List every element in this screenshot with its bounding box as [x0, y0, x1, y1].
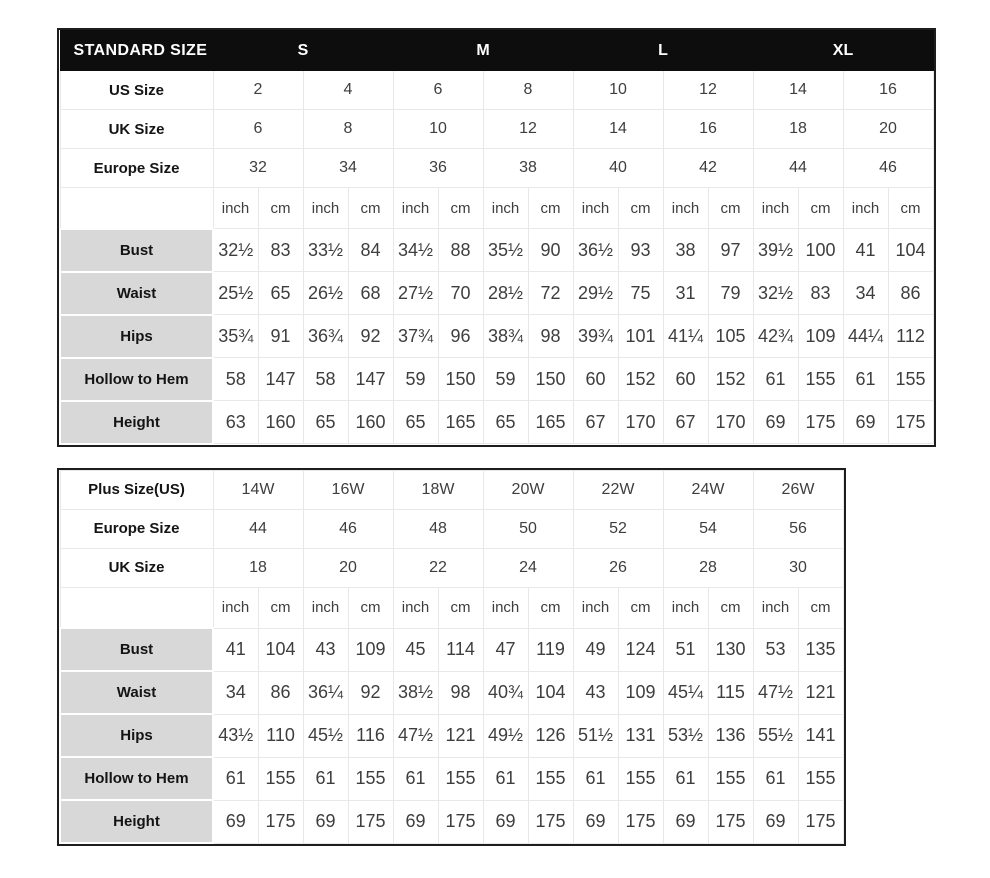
row-label: Europe Size	[60, 509, 213, 548]
measure-value-cell: 93	[618, 229, 663, 272]
measure-value-cell: 96	[438, 315, 483, 358]
size-value-cell: 26	[573, 548, 663, 587]
measure-value-cell: 59	[393, 358, 438, 401]
size-value-cell: 22	[393, 548, 483, 587]
measure-value-cell: 155	[528, 757, 573, 800]
measure-value-cell: 175	[348, 800, 393, 843]
measure-value-cell: 47½	[393, 714, 438, 757]
measure-value-cell: 112	[888, 315, 933, 358]
size-value-cell: 46	[843, 149, 933, 188]
measure-value-cell: 160	[258, 401, 303, 444]
table-row	[60, 229, 933, 272]
measure-value-cell: 61	[483, 757, 528, 800]
measure-value-cell: 61	[393, 757, 438, 800]
measure-value-cell: 53	[753, 628, 798, 671]
measure-value-cell: 100	[798, 229, 843, 272]
measure-value-cell: 61	[843, 358, 888, 401]
measure-value-cell: 104	[258, 628, 303, 671]
row-label: Height	[60, 401, 213, 444]
size-value-cell: 22W	[573, 470, 663, 509]
measure-value-cell: 31	[663, 272, 708, 315]
size-value-cell: 24	[483, 548, 573, 587]
measure-value-cell: 135	[798, 628, 843, 671]
measure-value-cell: 61	[663, 757, 708, 800]
size-value-cell: 10	[393, 110, 483, 149]
unit-label-cm: cm	[348, 188, 393, 229]
measure-value-cell: 45	[393, 628, 438, 671]
unit-label-cm: cm	[708, 587, 753, 628]
unit-label-inch: inch	[483, 188, 528, 229]
row-label: Height	[60, 800, 213, 843]
size-value-cell: 54	[663, 509, 753, 548]
measure-value-cell: 58	[213, 358, 258, 401]
unit-label-cm: cm	[888, 188, 933, 229]
measure-value-cell: 92	[348, 315, 393, 358]
measure-value-cell: 119	[528, 628, 573, 671]
measure-value-cell: 84	[348, 229, 393, 272]
measure-value-cell: 59	[483, 358, 528, 401]
table-row	[60, 548, 843, 587]
measure-value-cell: 121	[798, 671, 843, 714]
size-value-cell: 18	[213, 548, 303, 587]
row-label: Plus Size(US)	[60, 470, 213, 509]
measure-value-cell: 116	[348, 714, 393, 757]
measure-value-cell: 109	[618, 671, 663, 714]
measure-value-cell: 51	[663, 628, 708, 671]
measure-value-cell: 41	[843, 229, 888, 272]
measure-value-cell: 86	[888, 272, 933, 315]
table-row	[60, 800, 843, 843]
table-row	[60, 628, 843, 671]
measure-value-cell: 40¾	[483, 671, 528, 714]
unit-row	[60, 587, 843, 628]
measure-value-cell: 43	[303, 628, 348, 671]
measure-value-cell: 131	[618, 714, 663, 757]
table-row	[60, 149, 933, 188]
unit-label-inch: inch	[393, 188, 438, 229]
measure-value-cell: 150	[438, 358, 483, 401]
size-value-cell: 30	[753, 548, 843, 587]
measure-value-cell: 35¾	[213, 315, 258, 358]
measure-value-cell: 33½	[303, 229, 348, 272]
measure-value-cell: 65	[393, 401, 438, 444]
measure-value-cell: 47½	[753, 671, 798, 714]
measure-value-cell: 175	[258, 800, 303, 843]
size-value-cell: 16	[663, 110, 753, 149]
measure-value-cell: 88	[438, 229, 483, 272]
measure-value-cell: 38¾	[483, 315, 528, 358]
measure-value-cell: 45½	[303, 714, 348, 757]
measure-value-cell: 175	[618, 800, 663, 843]
table-row	[60, 315, 933, 358]
size-group-header: M	[393, 31, 573, 71]
measure-value-cell: 155	[798, 757, 843, 800]
table-row	[60, 272, 933, 315]
measure-value-cell: 27½	[393, 272, 438, 315]
size-value-cell: 44	[213, 509, 303, 548]
measure-value-cell: 147	[258, 358, 303, 401]
measure-value-cell: 45¼	[663, 671, 708, 714]
size-value-cell: 50	[483, 509, 573, 548]
unit-label-inch: inch	[213, 587, 258, 628]
measure-value-cell: 165	[438, 401, 483, 444]
size-value-cell: 8	[483, 71, 573, 110]
row-label: Waist	[60, 272, 213, 315]
measure-value-cell: 38½	[393, 671, 438, 714]
measure-value-cell: 155	[258, 757, 303, 800]
measure-value-cell: 175	[528, 800, 573, 843]
size-value-cell: 20	[303, 548, 393, 587]
measure-value-cell: 69	[213, 800, 258, 843]
measure-value-cell: 61	[753, 757, 798, 800]
size-value-cell: 42	[663, 149, 753, 188]
measure-value-cell: 141	[798, 714, 843, 757]
measure-value-cell: 90	[528, 229, 573, 272]
unit-row	[60, 188, 933, 229]
measure-value-cell: 36¾	[303, 315, 348, 358]
size-value-cell: 18	[753, 110, 843, 149]
measure-value-cell: 92	[348, 671, 393, 714]
measure-value-cell: 34	[843, 272, 888, 315]
row-label: US Size	[60, 71, 213, 110]
measure-value-cell: 124	[618, 628, 663, 671]
table-row	[60, 71, 933, 110]
table-header-row	[60, 31, 933, 71]
measure-value-cell: 79	[708, 272, 753, 315]
measure-value-cell: 49½	[483, 714, 528, 757]
measure-value-cell: 28½	[483, 272, 528, 315]
row-label: UK Size	[60, 548, 213, 587]
measure-value-cell: 136	[708, 714, 753, 757]
unit-label-inch: inch	[573, 188, 618, 229]
measure-value-cell: 91	[258, 315, 303, 358]
size-value-cell: 14	[753, 71, 843, 110]
measure-value-cell: 110	[258, 714, 303, 757]
measure-value-cell: 65	[258, 272, 303, 315]
size-value-cell: 20W	[483, 470, 573, 509]
measure-value-cell: 98	[438, 671, 483, 714]
unit-label-inch: inch	[213, 188, 258, 229]
measure-value-cell: 53½	[663, 714, 708, 757]
measure-value-cell: 69	[753, 401, 798, 444]
unit-label-cm: cm	[258, 587, 303, 628]
measure-value-cell: 152	[618, 358, 663, 401]
measure-value-cell: 65	[483, 401, 528, 444]
measure-value-cell: 51½	[573, 714, 618, 757]
measure-value-cell: 67	[573, 401, 618, 444]
measure-value-cell: 43	[573, 671, 618, 714]
row-label: Hips	[60, 315, 213, 358]
unit-label-inch: inch	[483, 587, 528, 628]
measure-value-cell: 61	[573, 757, 618, 800]
size-value-cell: 2	[213, 71, 303, 110]
measure-value-cell: 97	[708, 229, 753, 272]
measure-value-cell: 32½	[213, 229, 258, 272]
unit-label-inch: inch	[393, 587, 438, 628]
measure-value-cell: 155	[348, 757, 393, 800]
row-label: UK Size	[60, 110, 213, 149]
size-value-cell: 36	[393, 149, 483, 188]
row-label: Hips	[60, 714, 213, 757]
size-value-cell: 14	[573, 110, 663, 149]
measure-value-cell: 39½	[753, 229, 798, 272]
measure-value-cell: 25½	[213, 272, 258, 315]
measure-value-cell: 67	[663, 401, 708, 444]
measure-value-cell: 38	[663, 229, 708, 272]
unit-label-inch: inch	[663, 587, 708, 628]
measure-value-cell: 69	[573, 800, 618, 843]
unit-label-cm: cm	[438, 188, 483, 229]
unit-row-empty-cell	[60, 188, 213, 229]
measure-value-cell: 75	[618, 272, 663, 315]
measure-value-cell: 155	[438, 757, 483, 800]
size-value-cell: 12	[663, 71, 753, 110]
measure-value-cell: 42¾	[753, 315, 798, 358]
row-label: Hollow to Hem	[60, 757, 213, 800]
measure-value-cell: 44¼	[843, 315, 888, 358]
measure-value-cell: 61	[213, 757, 258, 800]
unit-label-cm: cm	[258, 188, 303, 229]
unit-label-cm: cm	[798, 587, 843, 628]
unit-label-inch: inch	[663, 188, 708, 229]
size-value-cell: 44	[753, 149, 843, 188]
row-label: Bust	[60, 229, 213, 272]
measure-value-cell: 69	[483, 800, 528, 843]
table-row	[60, 509, 843, 548]
unit-label-inch: inch	[843, 188, 888, 229]
measure-value-cell: 152	[708, 358, 753, 401]
unit-label-cm: cm	[528, 188, 573, 229]
size-value-cell: 48	[393, 509, 483, 548]
measure-value-cell: 60	[663, 358, 708, 401]
measure-value-cell: 98	[528, 315, 573, 358]
measure-value-cell: 60	[573, 358, 618, 401]
size-value-cell: 32	[213, 149, 303, 188]
measure-value-cell: 34½	[393, 229, 438, 272]
table-row	[60, 110, 933, 149]
measure-value-cell: 109	[798, 315, 843, 358]
measure-value-cell: 61	[303, 757, 348, 800]
measure-value-cell: 86	[258, 671, 303, 714]
measure-value-cell: 39¾	[573, 315, 618, 358]
size-value-cell: 26W	[753, 470, 843, 509]
measure-value-cell: 104	[528, 671, 573, 714]
measure-value-cell: 155	[708, 757, 753, 800]
size-value-cell: 56	[753, 509, 843, 548]
measure-value-cell: 32½	[753, 272, 798, 315]
measure-value-cell: 83	[798, 272, 843, 315]
measure-value-cell: 126	[528, 714, 573, 757]
table-title: STANDARD SIZE	[60, 31, 213, 71]
measure-value-cell: 69	[843, 401, 888, 444]
measure-value-cell: 175	[798, 401, 843, 444]
measure-value-cell: 70	[438, 272, 483, 315]
measure-value-cell: 36½	[573, 229, 618, 272]
size-value-cell: 16W	[303, 470, 393, 509]
row-label: Europe Size	[60, 149, 213, 188]
measure-value-cell: 68	[348, 272, 393, 315]
measure-value-cell: 165	[528, 401, 573, 444]
measure-value-cell: 69	[663, 800, 708, 843]
measure-value-cell: 47	[483, 628, 528, 671]
row-label: Waist	[60, 671, 213, 714]
measure-value-cell: 130	[708, 628, 753, 671]
measure-value-cell: 101	[618, 315, 663, 358]
size-group-header: XL	[753, 31, 933, 71]
plus-size-table	[59, 470, 844, 845]
unit-label-cm: cm	[618, 188, 663, 229]
measure-value-cell: 72	[528, 272, 573, 315]
measure-value-cell: 55½	[753, 714, 798, 757]
size-value-cell: 10	[573, 71, 663, 110]
unit-label-cm: cm	[708, 188, 753, 229]
size-value-cell: 14W	[213, 470, 303, 509]
unit-label-cm: cm	[798, 188, 843, 229]
measure-value-cell: 109	[348, 628, 393, 671]
table-row	[60, 757, 843, 800]
measure-value-cell: 155	[798, 358, 843, 401]
measure-value-cell: 121	[438, 714, 483, 757]
standard-size-table	[59, 30, 934, 445]
measure-value-cell: 155	[618, 757, 663, 800]
size-value-cell: 24W	[663, 470, 753, 509]
measure-value-cell: 175	[888, 401, 933, 444]
measure-value-cell: 104	[888, 229, 933, 272]
size-value-cell: 28	[663, 548, 753, 587]
table-row	[60, 358, 933, 401]
size-value-cell: 6	[393, 71, 483, 110]
size-value-cell: 12	[483, 110, 573, 149]
table-row	[60, 401, 933, 444]
measure-value-cell: 175	[708, 800, 753, 843]
measure-value-cell: 49	[573, 628, 618, 671]
size-value-cell: 52	[573, 509, 663, 548]
measure-value-cell: 35½	[483, 229, 528, 272]
size-value-cell: 38	[483, 149, 573, 188]
measure-value-cell: 114	[438, 628, 483, 671]
measure-value-cell: 41	[213, 628, 258, 671]
measure-value-cell: 36¼	[303, 671, 348, 714]
size-value-cell: 18W	[393, 470, 483, 509]
unit-label-cm: cm	[618, 587, 663, 628]
table-row	[60, 470, 843, 509]
table-row	[60, 714, 843, 757]
measure-value-cell: 29½	[573, 272, 618, 315]
measure-value-cell: 150	[528, 358, 573, 401]
measure-value-cell: 83	[258, 229, 303, 272]
measure-value-cell: 69	[393, 800, 438, 843]
unit-label-inch: inch	[753, 587, 798, 628]
row-label: Hollow to Hem	[60, 358, 213, 401]
measure-value-cell: 63	[213, 401, 258, 444]
size-value-cell: 34	[303, 149, 393, 188]
table-row	[60, 671, 843, 714]
plus-size-table-frame	[57, 468, 846, 847]
size-value-cell: 4	[303, 71, 393, 110]
unit-row-empty-cell	[60, 587, 213, 628]
measure-value-cell: 61	[753, 358, 798, 401]
unit-label-cm: cm	[348, 587, 393, 628]
row-label: Bust	[60, 628, 213, 671]
standard-size-table-frame	[57, 28, 936, 447]
measure-value-cell: 175	[438, 800, 483, 843]
measure-value-cell: 147	[348, 358, 393, 401]
size-group-header: L	[573, 31, 753, 71]
measure-value-cell: 43½	[213, 714, 258, 757]
unit-label-cm: cm	[438, 587, 483, 628]
measure-value-cell: 69	[303, 800, 348, 843]
unit-label-inch: inch	[753, 188, 798, 229]
size-group-header: S	[213, 31, 393, 71]
unit-label-inch: inch	[303, 188, 348, 229]
measure-value-cell: 26½	[303, 272, 348, 315]
measure-value-cell: 170	[708, 401, 753, 444]
measure-value-cell: 37¾	[393, 315, 438, 358]
measure-value-cell: 175	[798, 800, 843, 843]
measure-value-cell: 105	[708, 315, 753, 358]
unit-label-inch: inch	[573, 587, 618, 628]
size-value-cell: 8	[303, 110, 393, 149]
measure-value-cell: 155	[888, 358, 933, 401]
unit-label-cm: cm	[528, 587, 573, 628]
size-value-cell: 20	[843, 110, 933, 149]
measure-value-cell: 41¼	[663, 315, 708, 358]
measure-value-cell: 65	[303, 401, 348, 444]
measure-value-cell: 115	[708, 671, 753, 714]
size-value-cell: 40	[573, 149, 663, 188]
measure-value-cell: 34	[213, 671, 258, 714]
measure-value-cell: 170	[618, 401, 663, 444]
measure-value-cell: 58	[303, 358, 348, 401]
size-value-cell: 46	[303, 509, 393, 548]
size-value-cell: 16	[843, 71, 933, 110]
measure-value-cell: 69	[753, 800, 798, 843]
measure-value-cell: 160	[348, 401, 393, 444]
unit-label-inch: inch	[303, 587, 348, 628]
size-value-cell: 6	[213, 110, 303, 149]
